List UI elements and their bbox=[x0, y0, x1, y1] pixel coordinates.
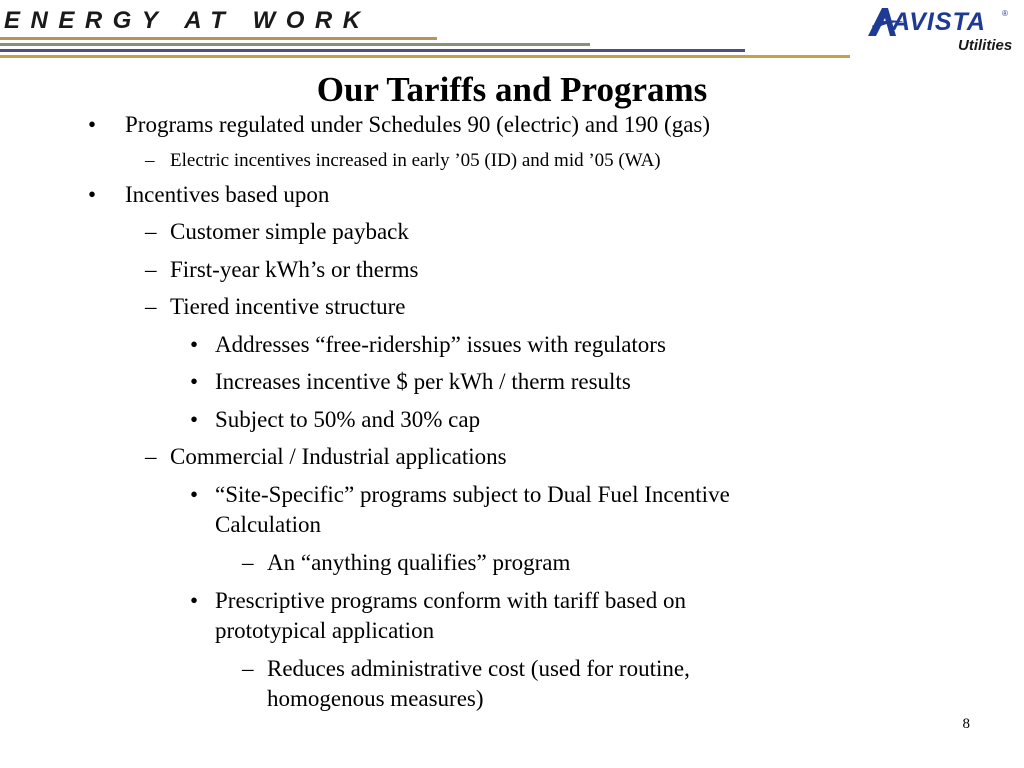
list-item-text-continued: Calculation bbox=[215, 512, 322, 537]
slide-title: Our Tariffs and Programs bbox=[316, 70, 708, 109]
list-item-text: An “anything qualifies” program bbox=[267, 550, 571, 575]
bullet-marker: • bbox=[190, 369, 199, 394]
list-item-text: Commercial / Industrial applications bbox=[170, 444, 507, 469]
dash-marker: – bbox=[145, 294, 157, 319]
page-number: 8 bbox=[962, 716, 970, 732]
dash-marker: – bbox=[145, 219, 157, 244]
dash-marker: – bbox=[242, 550, 254, 575]
list-item-text: Addresses “free-ridership” issues with regulators bbox=[215, 332, 666, 357]
dash-marker: – bbox=[145, 150, 155, 171]
list-item-text: Increases incentive $ per kWh / therm results bbox=[215, 369, 631, 394]
list-item-text: Customer simple payback bbox=[170, 219, 409, 244]
list-item-text: Incentives based upon bbox=[125, 182, 330, 207]
list-item-text: Tiered incentive structure bbox=[170, 294, 406, 319]
list-item-text: First-year kWh’s or therms bbox=[170, 257, 419, 282]
list-item-text: “Site-Specific” programs subject to Dual Fuel Incentive bbox=[215, 482, 730, 507]
avista-logo-wordmark: AVISTA bbox=[892, 8, 986, 36]
bullet-marker: • bbox=[190, 482, 199, 507]
bullet-marker: • bbox=[88, 182, 97, 207]
avista-logo-subtitle: Utilities bbox=[958, 37, 1013, 54]
bullet-marker: • bbox=[190, 588, 199, 613]
list-item-text: Programs regulated under Schedules 90 (electric) and 190 (gas) bbox=[125, 112, 711, 137]
dash-marker: – bbox=[145, 444, 157, 469]
list-item-text: Subject to 50% and 30% cap bbox=[215, 407, 481, 432]
bullet-marker: • bbox=[88, 112, 97, 137]
list-item-text: Electric incentives increased in early ’05 (ID) and mid ’05 (WA) bbox=[170, 150, 661, 171]
energy-at-work-banner: ENERGY AT WORK bbox=[4, 7, 371, 34]
dash-marker: – bbox=[145, 257, 157, 282]
list-item-text-continued: prototypical application bbox=[215, 618, 435, 643]
avista-logo-registered-mark: ® bbox=[1002, 9, 1008, 18]
list-item-text: Reduces administrative cost (used for routine, bbox=[267, 656, 690, 681]
list-item-text: Prescriptive programs conform with tariff based on bbox=[215, 588, 686, 613]
bullet-marker: • bbox=[190, 332, 199, 357]
list-item-text-continued: homogenous measures) bbox=[267, 686, 484, 711]
bullet-marker: • bbox=[190, 407, 199, 432]
dash-marker: – bbox=[242, 656, 254, 681]
